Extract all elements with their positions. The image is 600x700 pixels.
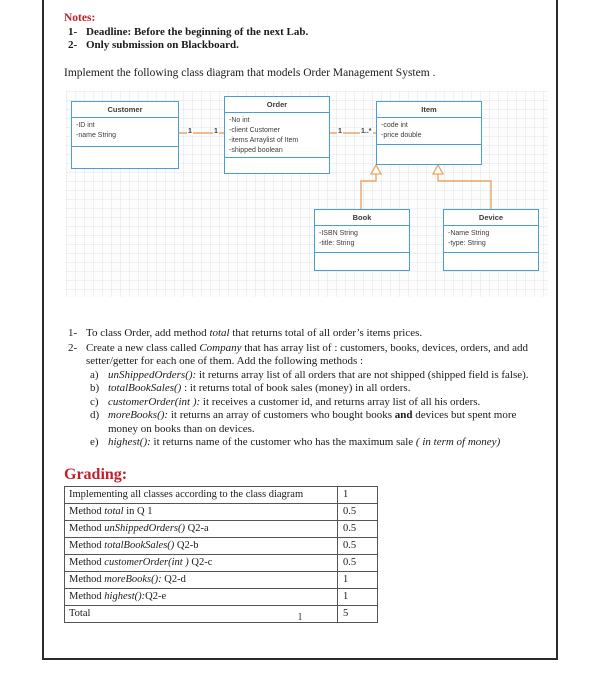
attribute: -items Arraylist of Item [229, 137, 299, 144]
grading-description: Method unShippedOrders() Q2-a [65, 520, 338, 537]
grading-description: Method totalBookSales() Q2-b [65, 537, 338, 554]
grading-description: Method moreBooks(): Q2-d [65, 571, 338, 588]
grading-score: 0.5 [338, 520, 378, 537]
intro-paragraph: Implement the following class diagram that models Order Management System . [64, 67, 436, 79]
document-page [42, 0, 558, 660]
subtask-text: customerOrder(int ): it receives a customer id, and returns array list of all his orders. [108, 395, 481, 408]
subtask-text: unShippedOrders(): it returns array list of all orders that are not shipped (shipped field is false). [108, 368, 529, 381]
subtask-text: moreBooks(): it returns an array of customers who bought books and devices but spent more money on books than on devices. [108, 409, 517, 435]
class-name-customer: Customer [72, 102, 178, 118]
task-text: Create a new class called Company that has array list of : customers, books, devices, orders, and add setter/getter for each one of them. Add the following methods : [86, 341, 529, 367]
class-name-device: Device [444, 210, 538, 226]
class-attributes-order [225, 113, 329, 158]
grading-score: 0.5 [338, 503, 378, 520]
table-row [65, 486, 378, 503]
notes-heading: Notes: [64, 12, 96, 24]
grading-description: Total [65, 605, 338, 622]
subtask-number: d) [90, 409, 100, 421]
notes-item-number: 2- [68, 39, 78, 51]
subtask-number: a) [90, 368, 99, 381]
class-attributes-book [315, 226, 409, 253]
grading-description: Method total in Q 1 [65, 503, 338, 520]
class-box-book[interactable] [314, 209, 410, 271]
class-name-order: Order [225, 97, 329, 113]
notes-item-label: Deadline: Before the beginning of the next Lab. [86, 26, 309, 38]
generalization-arrowhead-book [371, 165, 381, 174]
grading-heading: Grading: [64, 465, 128, 483]
task-list [64, 327, 542, 450]
notes-item-label: Only submission on Blackboard. [86, 39, 239, 51]
uml-class-diagram [66, 91, 548, 297]
task-text: To class Order, add method total that returns total of all order’s items prices. [86, 327, 423, 339]
notes-item [64, 39, 542, 51]
table-row [65, 554, 378, 571]
class-attributes-item [377, 118, 481, 145]
grading-score: 0.5 [338, 537, 378, 554]
table-row [65, 537, 378, 554]
grading-table-body [65, 486, 378, 622]
grading-description: Implementing all classes according to the class diagram [65, 486, 338, 503]
task-subitem-a [86, 369, 542, 383]
attribute: -ID int [76, 122, 95, 129]
table-row [65, 571, 378, 588]
task-subitem-d [86, 409, 542, 436]
subtask-number: b) [90, 382, 100, 394]
attribute: -title: String [319, 240, 355, 247]
task-subitem-b [86, 382, 542, 396]
grading-score: 0.5 [338, 554, 378, 571]
task-number: 1- [68, 327, 78, 339]
class-name-book: Book [315, 210, 409, 226]
grading-score: 1 [338, 588, 378, 605]
grading-description: Method highest():Q2-e [65, 588, 338, 605]
class-attributes-device [444, 226, 538, 253]
generalization-book-item [361, 173, 376, 209]
attribute: -Name String [448, 230, 490, 237]
attribute: -No int [229, 117, 250, 124]
grading-score: 1 [338, 571, 378, 588]
notes-item-number: 1- [68, 26, 78, 38]
table-row [65, 520, 378, 537]
attribute: -client Customer [229, 127, 280, 134]
subtask-number: e) [90, 436, 99, 448]
attribute: -price double [381, 132, 422, 139]
class-box-device[interactable] [443, 209, 539, 271]
grading-score: 1 [338, 486, 378, 503]
task-sublist [86, 369, 542, 450]
multiplicity-label: 1 [214, 128, 218, 135]
table-row [65, 503, 378, 520]
attribute: -code int [381, 122, 408, 129]
page-content [64, 12, 542, 623]
attribute: -type: String [448, 240, 486, 247]
subtask-number: c) [90, 395, 99, 408]
task-subitem-c [86, 396, 542, 410]
grading-description: Method customerOrder(int ) Q2-c [65, 554, 338, 571]
generalization-device-item [438, 173, 491, 209]
class-box-order[interactable] [224, 96, 330, 174]
grading-score: 5 [338, 605, 378, 622]
multiplicity-label: 1 [338, 128, 342, 135]
attribute: -ISBN String [319, 230, 358, 237]
notes-list [64, 26, 542, 51]
generalization-arrowhead-device [433, 165, 443, 174]
subtask-text: totalBookSales() : it returns total of book sales (money) in all orders. [108, 382, 411, 394]
attribute: -name String [76, 132, 117, 139]
task-item-2 [64, 342, 542, 450]
task-item-1 [64, 327, 542, 341]
multiplicity-label: 1 [188, 128, 192, 135]
class-name-item: Item [377, 102, 481, 118]
class-box-item[interactable] [376, 101, 482, 165]
subtask-text: highest(): it returns name of the customer who has the maximum sale ( in term of money) [108, 436, 501, 448]
class-attributes-customer [72, 118, 178, 147]
page-number: 1 [297, 612, 303, 623]
task-subitem-e [86, 436, 542, 450]
class-box-customer[interactable] [71, 101, 179, 169]
notes-item [64, 26, 542, 38]
task-number: 2- [68, 341, 78, 354]
attribute: -shipped boolean [229, 147, 283, 154]
table-row [65, 588, 378, 605]
multiplicity-label: 1..* [361, 128, 372, 135]
grading-table [64, 486, 378, 623]
